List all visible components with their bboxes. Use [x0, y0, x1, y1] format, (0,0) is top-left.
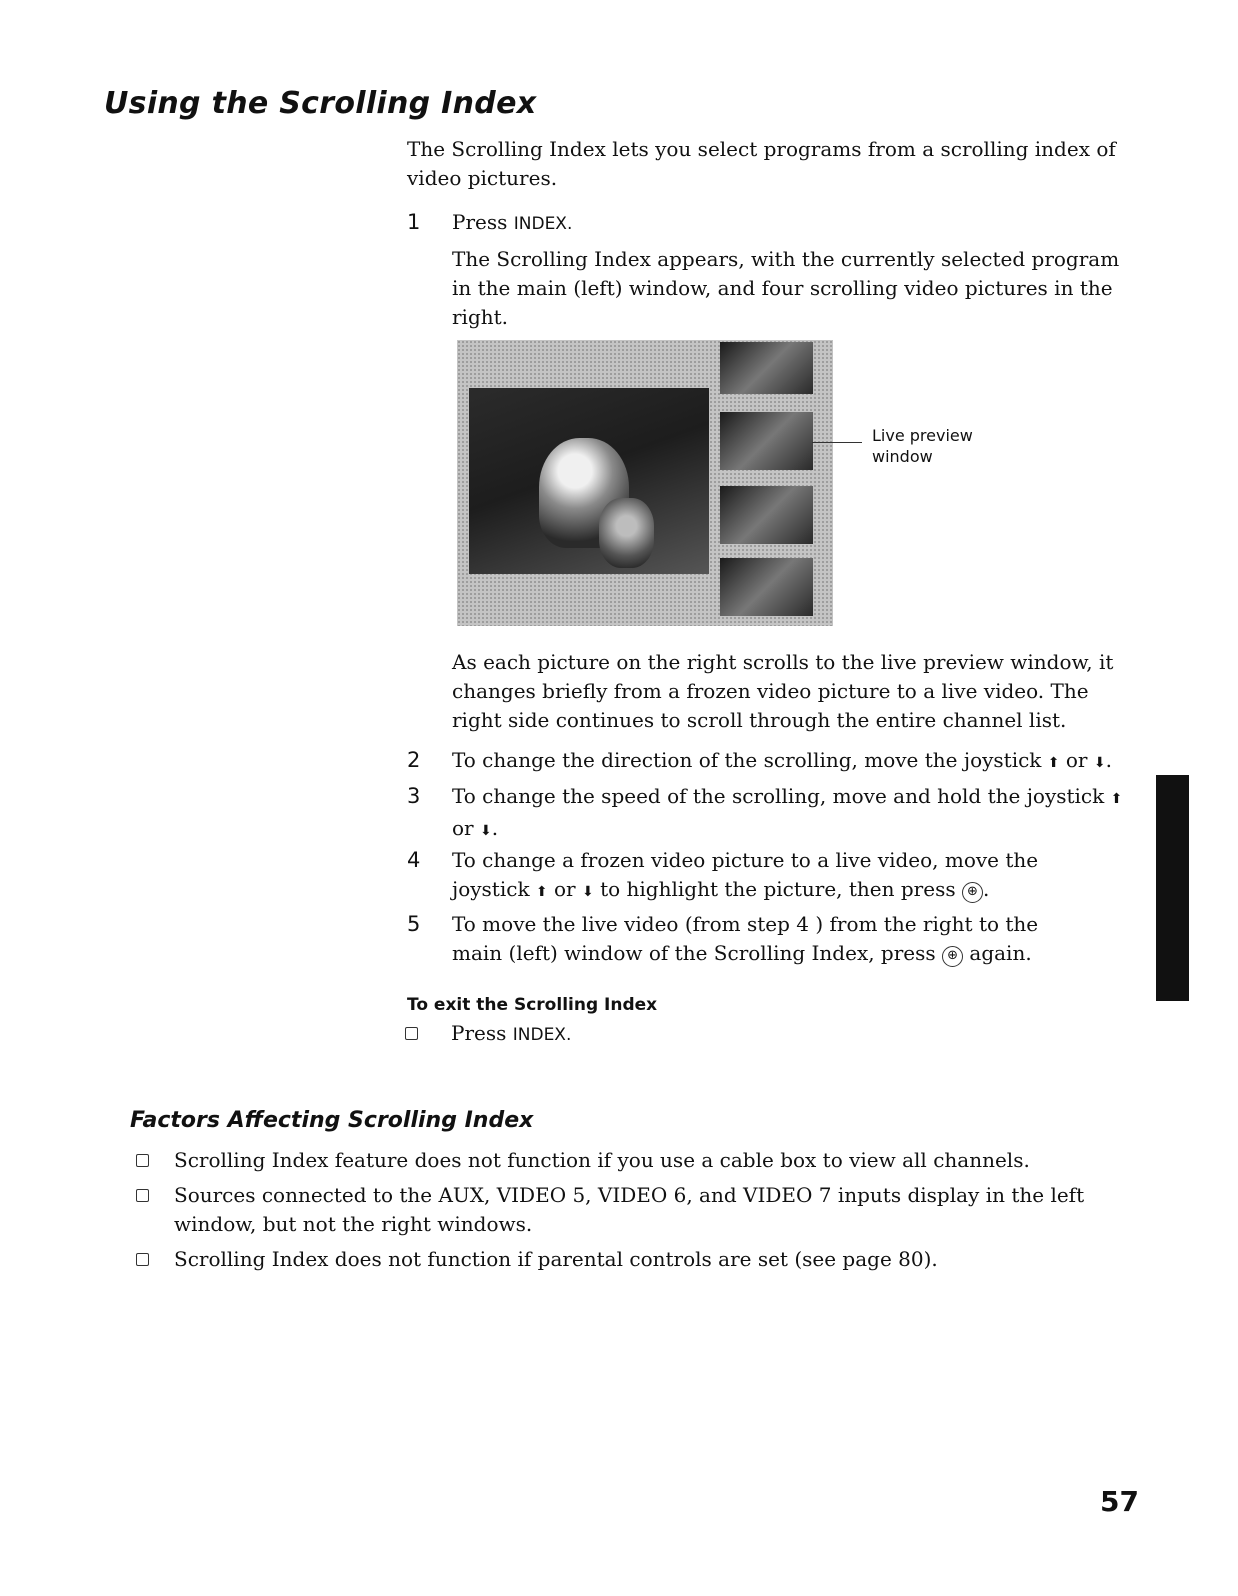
scrolling-thumbnail — [720, 558, 813, 616]
live-preview-thumbnail — [720, 412, 813, 470]
step-1 — [407, 208, 1142, 239]
index-key-label: INDEX. — [512, 1025, 572, 1045]
step-text — [452, 910, 1082, 968]
step-5 — [407, 910, 1142, 968]
callout-leader-line — [812, 442, 862, 443]
step-press-label: Press — [452, 210, 508, 234]
factor-text: Scrolling Index does not function if parental controls are set (see page 80). — [174, 1247, 938, 1271]
step-number: 5 — [407, 912, 421, 936]
step-text-part: To change the speed of the scrolling, move and hold the joystick — [452, 784, 1105, 808]
step-text — [452, 782, 1142, 846]
enter-button-icon: ⊕ — [962, 882, 983, 903]
down-arrow-icon: ⬇ — [1093, 755, 1106, 771]
picture-subject-secondary — [599, 498, 654, 568]
up-arrow-icon: ⬆ — [1110, 791, 1123, 807]
period: . — [491, 816, 499, 840]
period: . — [1105, 748, 1112, 772]
checkbox-bullet-icon — [136, 1253, 149, 1266]
step-text — [452, 746, 1142, 778]
live-preview-callout — [872, 425, 973, 467]
callout-line-2: window — [872, 447, 933, 466]
or-word: or — [554, 877, 576, 901]
checkbox-bullet-icon — [136, 1189, 149, 1202]
checkbox-bullet-icon — [405, 1027, 418, 1040]
exit-heading: To exit the Scrolling Index — [407, 995, 658, 1015]
factor-item — [136, 1146, 1136, 1175]
up-arrow-icon: ⬆ — [535, 884, 548, 900]
intro-paragraph: The Scrolling Index lets you select programs from a scrolling index of video pictures. — [407, 137, 1116, 190]
exit-press-label: Press — [451, 1021, 507, 1045]
period: . — [982, 877, 990, 901]
step-3 — [407, 782, 1142, 846]
factor-item — [136, 1181, 1136, 1239]
or-word: or — [452, 816, 474, 840]
step-number: 3 — [407, 784, 421, 808]
up-arrow-icon: ⬆ — [1047, 755, 1060, 771]
main-window-picture — [469, 388, 709, 574]
scrolling-thumbnail — [720, 486, 813, 544]
step-number: 4 — [407, 848, 421, 872]
section-thumb-tab — [1156, 775, 1189, 1001]
enter-button-icon: ⊕ — [942, 946, 963, 967]
factor-text: Scrolling Index feature does not function if you use a cable box to view all channels. — [174, 1148, 1030, 1172]
step-1-description: The Scrolling Index appears, with the currently selected program in the main (left) window, and four scrolling video pictures in the right. — [452, 247, 1120, 329]
or-word: or — [1065, 748, 1088, 772]
scrolling-index-figure — [457, 340, 833, 626]
step-text-part: To change a frozen video picture to a live video, move the joystick — [452, 848, 1039, 901]
step-2 — [407, 746, 1142, 778]
step-text — [452, 846, 1082, 907]
index-key-label: INDEX. — [513, 214, 573, 234]
scrolling-thumbnail — [720, 342, 813, 394]
step-text-part: To change the direction of the scrolling, move the joystick — [452, 748, 1042, 772]
step-text-part: again. — [969, 941, 1032, 965]
down-arrow-icon: ⬇ — [581, 884, 594, 900]
callout-line-1: Live preview — [872, 426, 973, 445]
step-number: 1 — [407, 210, 421, 234]
step-number: 2 — [407, 748, 421, 772]
factor-text: Sources connected to the AUX, VIDEO 5, VIDEO 6, and VIDEO 7 inputs display in the left window, but not the right windows. — [174, 1183, 1085, 1236]
after-figure-paragraph: As each picture on the right scrolls to the live preview window, it changes briefly from a frozen video picture to a live video. The right side continues to scroll through the entire channel list. — [452, 650, 1114, 732]
factor-item — [136, 1245, 1136, 1274]
step-4 — [407, 846, 1142, 907]
section-title: Factors Affecting Scrolling Index — [130, 1108, 534, 1133]
down-arrow-icon: ⬇ — [479, 823, 492, 839]
page-number: 57 — [1100, 1485, 1139, 1518]
checkbox-bullet-icon — [136, 1154, 149, 1167]
exit-item — [405, 1019, 571, 1050]
step-text-part: to highlight the picture, then press — [600, 877, 956, 901]
step-text — [452, 208, 1142, 239]
step-text-part: To move the live video (from step 4 ) from the right to the main (left) window of the Scrolling Index, press — [452, 912, 1039, 965]
page-title: Using the Scrolling Index — [104, 86, 537, 121]
